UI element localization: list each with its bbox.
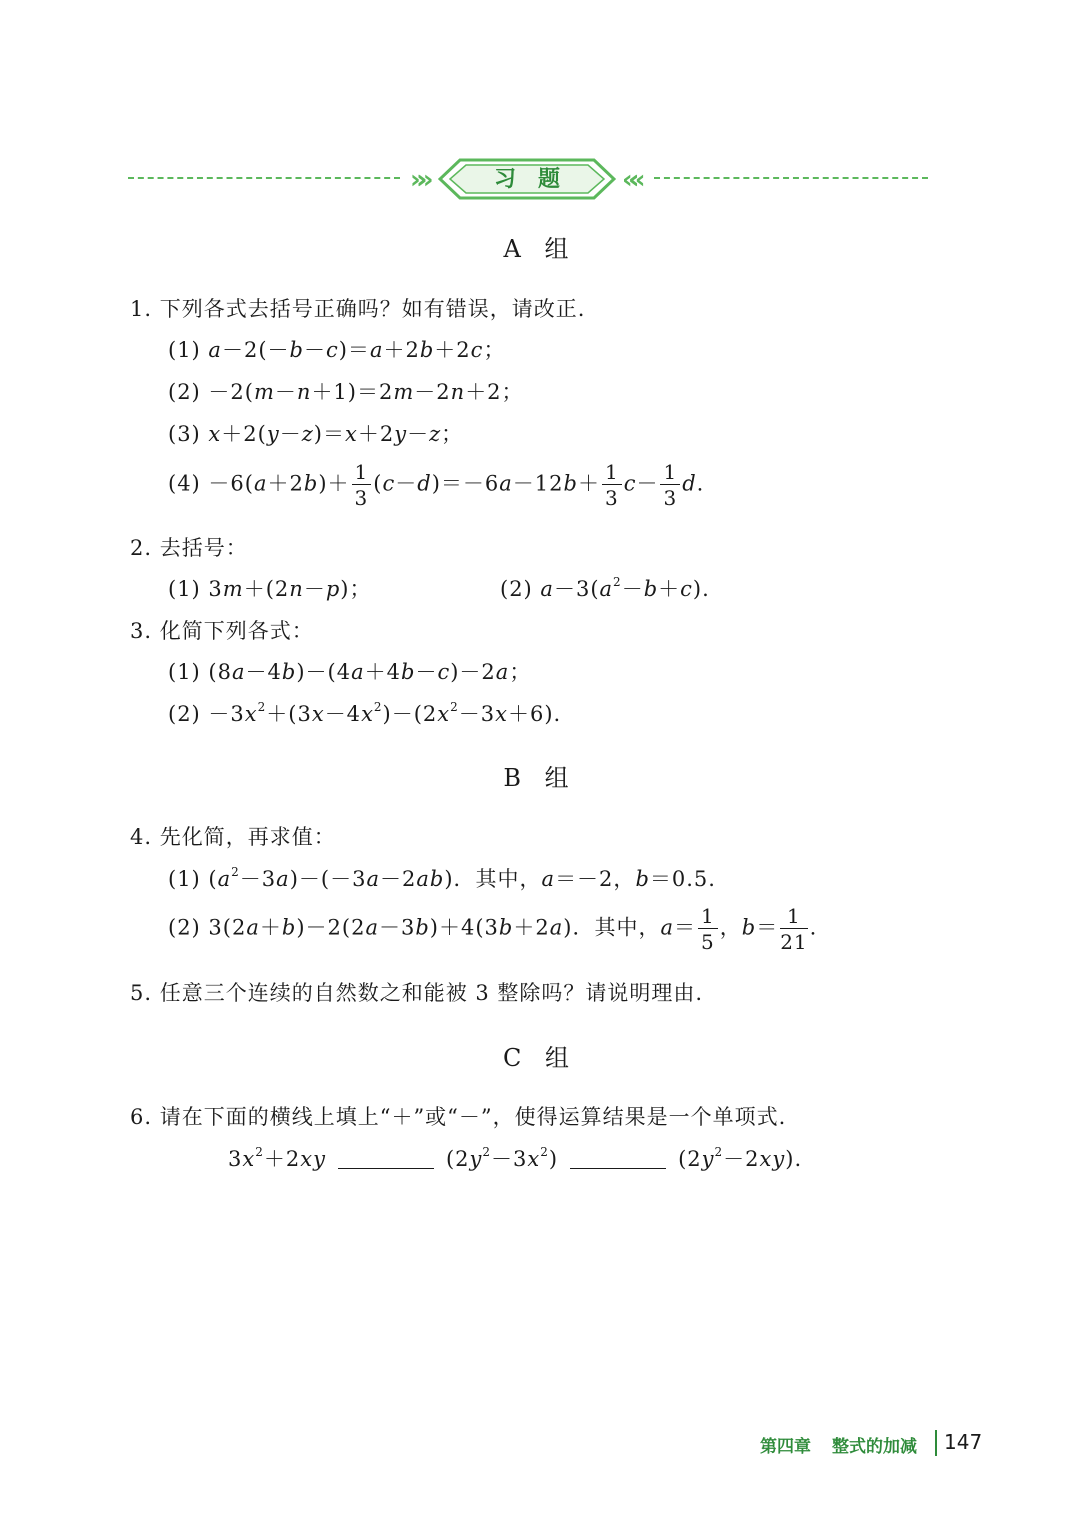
question-2: 2. 去括号： bbox=[130, 536, 248, 560]
question-3-part-2: $(2) -3x^2+(3x-4x^2)-(2x^2-3x+6)$. bbox=[168, 700, 562, 726]
question-4-part-1: (1) $(a^2-3a)-(-3a-2ab)$．其中，a＝－2，b＝0.5. bbox=[168, 865, 716, 891]
group-b-heading: B 组 bbox=[503, 764, 577, 792]
page-number: 147 bbox=[944, 1430, 983, 1454]
double-chevron-right-icon: »» bbox=[410, 165, 424, 195]
question-3-part-1: (1) (8a－4b)－(4a＋4b－c)－2a； bbox=[168, 660, 532, 684]
question-6: 6. 请在下面的横线上填上“＋”或“－”，使得运算结果是一个单项式. bbox=[130, 1105, 787, 1129]
question-1-part-3: (3) x＋2(y－z)＝x＋2y－z； bbox=[168, 422, 464, 446]
question-4: 4. 先化简，再求值： bbox=[130, 825, 336, 849]
answer-blank-2[interactable] bbox=[570, 1168, 666, 1169]
answer-blank-1[interactable] bbox=[338, 1168, 434, 1169]
question-2-part-1: (1) 3m＋(2n－p)； bbox=[168, 577, 372, 601]
question-3: 3. 化简下列各式： bbox=[130, 619, 314, 643]
double-chevron-left-icon: «« bbox=[622, 165, 636, 195]
footer-divider bbox=[935, 1430, 937, 1456]
question-1-part-1: (1) a－2(－b－c)＝a＋2b＋2c； bbox=[168, 338, 506, 362]
group-a-heading: A 组 bbox=[503, 235, 577, 263]
exercise-banner-title: 习题 bbox=[493, 167, 582, 192]
question-1-part-2: (2) －2(m－n＋1)＝2m－2n＋2； bbox=[168, 380, 524, 404]
header-dashed-line-left bbox=[128, 177, 400, 179]
question-1: 1. 下列各式去括号正确吗？如有错误，请改正. bbox=[130, 297, 586, 321]
question-5: 5. 任意三个连续的自然数之和能被 3 整除吗？请说明理由. bbox=[130, 981, 704, 1005]
footer-chapter: 第四章 bbox=[760, 1437, 811, 1457]
group-c-heading: C 组 bbox=[503, 1044, 577, 1072]
question-2-part-2: (2) $a-3(a^2-b+c)$. bbox=[500, 575, 710, 601]
footer-chapter-title: 整式的加减 bbox=[832, 1437, 917, 1457]
question-4-part-2: (2) 3(2a＋b)－2(2a－3b)＋4(3b＋2a)．其中，a＝ $\frac{1}{5}$ ，b＝ $\frac{1}{21}$ . bbox=[168, 904, 818, 954]
question-6-expression: $3x^2+2xy$ $(2y^2-3x^2)$ $(2y^2-2xy)$. bbox=[228, 1145, 803, 1171]
question-1-part-4: (4) －6(a＋2b)＋ $\frac{1}{3}$ (c－d)＝－6a－12b＋ $\frac{1}{3}$ c－ $\frac{1}{3}$ d. bbox=[168, 460, 705, 510]
header-dashed-line-right bbox=[654, 177, 928, 179]
